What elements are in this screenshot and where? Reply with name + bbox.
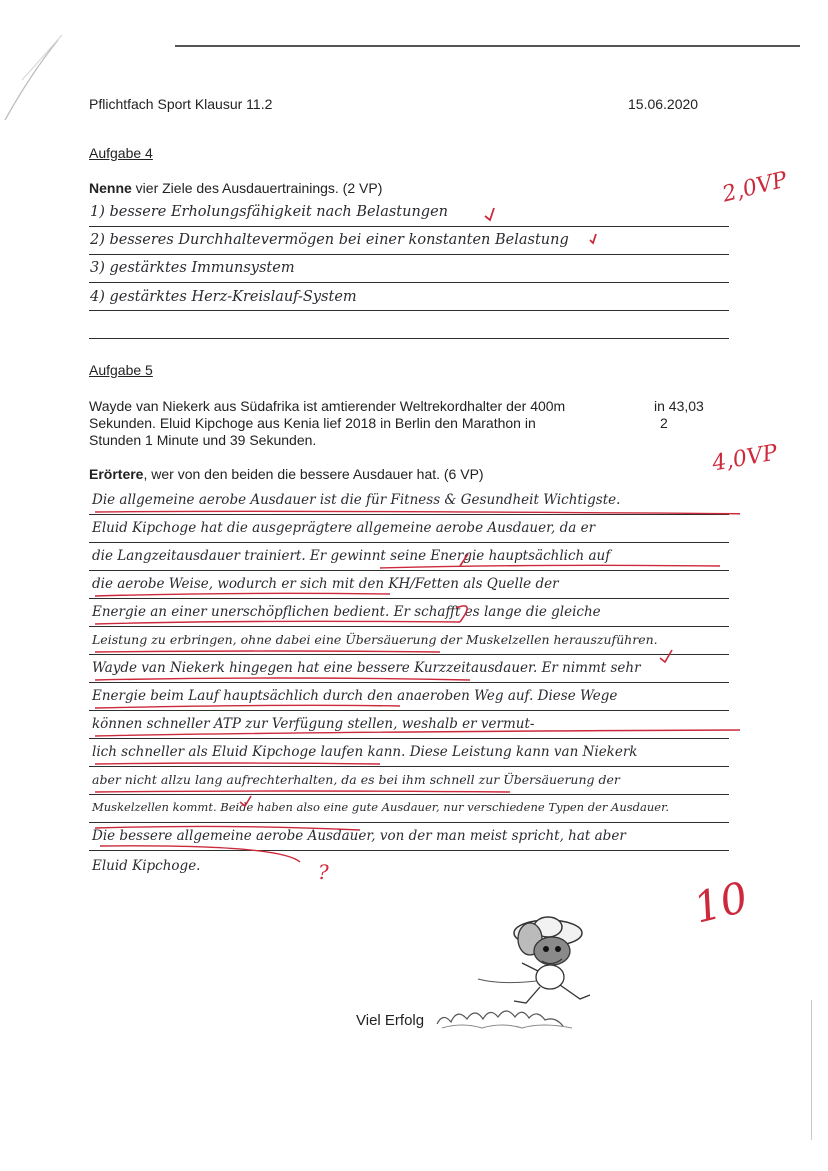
- task5-grade: 4,0VP: [710, 440, 780, 477]
- task5-answer-line: Eluid Kipchoge hat die ausgeprägtere allgemeine aerobe Ausdauer, da er: [92, 520, 596, 536]
- scan-right-edge: [811, 1000, 812, 1140]
- dust-cloud-icon: [432, 996, 592, 1036]
- task5-answer-line: Energie beim Lauf hauptsächlich durch den anaeroben Weg auf. Diese Wege: [92, 688, 618, 704]
- answer-rule: [89, 282, 729, 283]
- correction-checkmarks: [480, 196, 630, 326]
- task5-answer-line: Eluid Kipchoge.: [92, 858, 201, 874]
- checkmark-icon: [590, 234, 596, 243]
- answer-rule: [89, 310, 729, 311]
- scan-top-edge: [175, 45, 800, 47]
- correction-question-mark: ?: [318, 860, 329, 884]
- task5-text-3: Stunden 1 Minute und 39 Sekunden.: [89, 432, 317, 448]
- task4-heading: Aufgabe 4: [89, 145, 153, 161]
- exam-title: Pflichtfach Sport Klausur 11.2: [89, 96, 273, 112]
- task4-prompt: [89, 180, 382, 197]
- answer-rule: [89, 226, 729, 227]
- task5-answer-line: Die allgemeine aerobe Ausdauer ist die für Fitness & Gesundheit Wichtigste.: [92, 492, 621, 508]
- task5-answer-line: lich schneller als Eluid Kipchoge laufen kann. Diese Leistung kann van Niekerk: [92, 744, 638, 760]
- fold-mark: [0, 0, 120, 140]
- task5-prompt-verb: Erörtere: [89, 466, 144, 482]
- task5-text-right-2: 2: [660, 415, 668, 431]
- answer-rule: [89, 254, 729, 255]
- task5-answer-line: Muskelzellen kommt. Beide haben also eine gute Ausdauer, nur verschiedene Typen der Ausdauer.: [92, 800, 669, 814]
- task5-answer-line: Leistung zu erbringen, ohne dabei eine Übersäuerung der Muskelzellen herauszuführen.: [92, 632, 658, 647]
- answer-rule: [89, 338, 729, 339]
- task4-prompt-text: vier Ziele des Ausdauertrainings. (2 VP): [131, 180, 383, 196]
- checkmark-icon: [485, 208, 494, 220]
- task5-answer-line: Die bessere allgemeine aerobe Ausdauer, von der man meist spricht, hat aber: [92, 828, 626, 844]
- task4-answer-4: 4) gestärktes Herz-Kreislauf-System: [90, 289, 357, 305]
- task4-answer-1: 1) bessere Erholungsfähigkeit nach Belastungen: [90, 204, 448, 220]
- task5-text-2: Sekunden. Eluid Kipchoge aus Kenia lief 2018 in Berlin den Marathon in: [89, 415, 536, 431]
- correction-underlines: [80, 490, 740, 890]
- closing-text: Viel Erfolg: [356, 1012, 425, 1029]
- task5-answer-line: Wayde van Niekerk hingegen hat eine bessere Kurzzeitausdauer. Er nimmt sehr: [92, 660, 641, 676]
- task4-answer-2: 2) besseres Durchhaltevermögen bei einer konstanten Belastung: [90, 232, 569, 248]
- task5-answer-line: aber nicht allzu lang aufrechterhalten, da es bei ihm schnell zur Übersäuerung der: [92, 772, 620, 787]
- task5-answer-line: Energie an einer unerschöpflichen bedient. Er schafft es lange die gleiche: [92, 604, 601, 620]
- task5-answer-line: die Langzeitausdauer trainiert. Er gewinnt seine Energie hauptsächlich auf: [92, 548, 611, 564]
- task4-grade: 2,0VP: [719, 167, 790, 208]
- task4-answer-3: 3) gestärktes Immunsystem: [90, 260, 295, 276]
- task5-answer-line: die aerobe Weise, wodurch er sich mit den KH/Fetten als Quelle der: [92, 576, 559, 592]
- task5-text-right-1: in 43,03: [654, 398, 704, 414]
- task5-prompt: [89, 466, 484, 483]
- task5-prompt-text: , wer von den beiden die bessere Ausdauer hat. (6 VP): [143, 466, 484, 482]
- exam-date: 15.06.2020: [628, 96, 699, 112]
- task5-text-1: Wayde van Niekerk aus Südafrika ist amtierender Weltrekordhalter der 400m: [89, 398, 566, 414]
- task5-final-grade: 10: [688, 872, 753, 933]
- task5-answer-line: können schneller ATP zur Verfügung stellen, weshalb er vermut-: [92, 716, 535, 732]
- task4-prompt-verb: Nenne: [89, 180, 132, 196]
- task5-heading: Aufgabe 5: [89, 362, 153, 378]
